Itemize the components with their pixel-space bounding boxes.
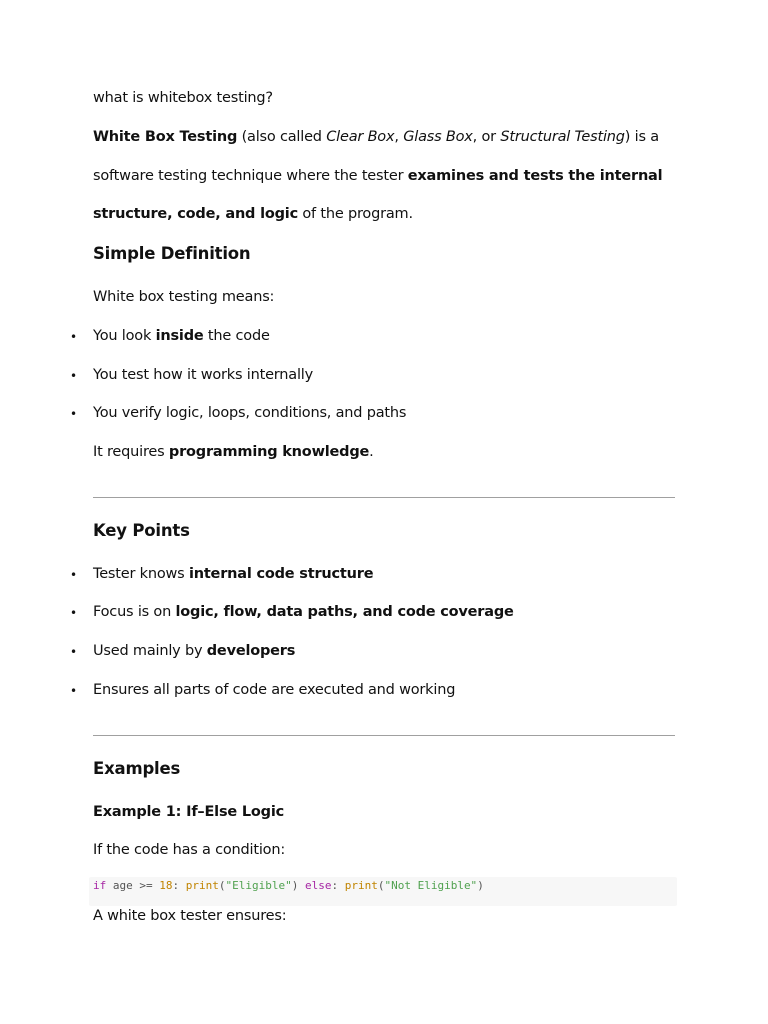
intro-line-1 <box>93 127 659 147</box>
code-paren: ) <box>477 879 484 892</box>
list-item-text: Ensures all parts of code are executed and working <box>93 682 456 698</box>
bullet-marker: • <box>70 330 77 344</box>
code-line <box>93 879 484 893</box>
list-item-emphasis: developers <box>206 643 296 659</box>
list-item <box>93 564 373 584</box>
list-item-emphasis: logic, flow, data paths, and code coverage <box>175 604 514 620</box>
intro-text: ) is a <box>624 129 659 145</box>
intro-emphasis: structure, code, and logic <box>93 206 298 222</box>
list-item-text: Focus is on <box>93 604 176 620</box>
intro-text: of the program. <box>297 206 413 222</box>
list-item <box>93 403 406 423</box>
section-heading-simple-definition: Simple Definition <box>93 244 251 263</box>
intro-term: White Box Testing <box>93 129 238 145</box>
list-item-text: the code <box>203 328 270 344</box>
list-item <box>93 641 295 661</box>
definition-lead: White box testing means: <box>93 289 275 305</box>
requires-prefix: It requires <box>93 444 169 460</box>
bullet-marker: • <box>70 684 77 698</box>
bullet-marker: • <box>70 606 77 620</box>
requires-emphasis: programming knowledge <box>168 444 370 460</box>
divider <box>93 735 675 736</box>
intro-line-3 <box>93 204 413 224</box>
list-item-emphasis: internal code structure <box>188 566 374 582</box>
list-item-text: Used mainly by <box>93 643 207 659</box>
bullet-marker: • <box>70 369 77 383</box>
code-text: : <box>331 879 345 892</box>
code-paren: ( <box>377 879 385 892</box>
example-lead: If the code has a condition: <box>93 842 286 858</box>
example-heading: Example 1: If–Else Logic <box>93 804 285 820</box>
intro-alt-name: Structural Testing <box>500 129 625 145</box>
code-keyword: else <box>304 879 332 892</box>
after-code-text: A white box tester ensures: <box>93 908 287 924</box>
intro-sep: , <box>394 129 404 145</box>
list-item-text: You look <box>93 328 156 344</box>
list-item-emphasis: inside <box>155 328 204 344</box>
intro-emphasis: examines and tests the internal <box>407 168 663 184</box>
code-number: 18 <box>159 879 173 892</box>
list-item <box>93 365 313 385</box>
divider <box>93 497 675 498</box>
intro-alt-name: Clear Box <box>326 129 395 145</box>
intro-sep: , or <box>472 129 501 145</box>
list-item <box>93 326 270 346</box>
code-keyword: if <box>93 879 107 892</box>
intro-text: software testing technique where the tester <box>93 168 408 184</box>
code-paren: ) <box>291 879 305 892</box>
code-text: : <box>172 879 186 892</box>
bullet-marker: • <box>70 407 77 421</box>
code-string: "Eligible" <box>225 879 292 892</box>
code-function: print <box>344 879 378 892</box>
question-text: what is whitebox testing? <box>93 90 273 106</box>
requires-suffix: . <box>369 444 374 460</box>
intro-alt-name: Glass Box <box>403 129 473 145</box>
bullet-marker: • <box>70 645 77 659</box>
requires-text <box>93 442 374 462</box>
code-text: age >= <box>106 879 160 892</box>
bullet-marker: • <box>70 568 77 582</box>
intro-text: (also called <box>237 129 327 145</box>
list-item-text: You test how it works internally <box>93 367 314 383</box>
section-heading-examples: Examples <box>93 759 181 778</box>
section-heading-key-points: Key Points <box>93 521 190 540</box>
code-paren: ( <box>218 879 226 892</box>
list-item-text: Tester knows <box>93 566 189 582</box>
code-string: "Not Eligible" <box>384 879 478 892</box>
list-item-text: You verify logic, loops, conditions, and paths <box>93 405 407 421</box>
list-item <box>93 680 455 700</box>
intro-line-2 <box>93 166 662 186</box>
code-function: print <box>185 879 219 892</box>
list-item <box>93 602 514 622</box>
